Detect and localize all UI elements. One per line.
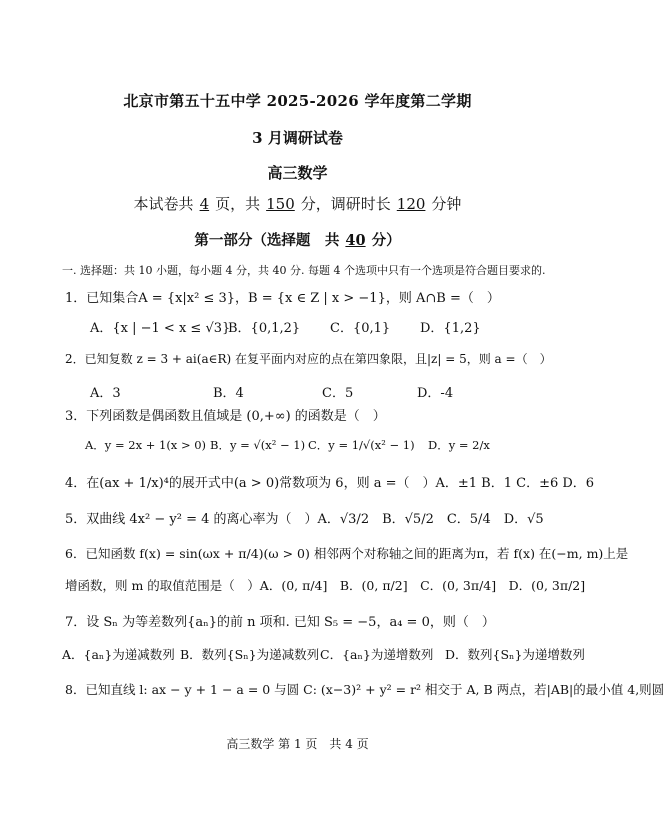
question-2-option-c: C．5 [322, 386, 354, 401]
info-pages: 4 [199, 195, 210, 213]
question-3-option-b: B．y = √(x² − 1) [210, 438, 306, 452]
question-3-option-c: C．y = 1/√(x² − 1) [308, 438, 415, 452]
question-6-stem-line1: 6．已知函数 f(x) = sin(ωx + π/4)(ω > 0) 相邻两个对称轴之间的距离为π，若 f(x) 在(−m, m)上是 [65, 546, 629, 561]
question-3-option-a: A．y = 2x + 1(x > 0) [85, 438, 207, 452]
question-6-stem-line2: 增函数，则 m 的取值范围是（ ）A．(0, π/4] B．(0, π/2] C．(0, 3π/4] D．(0, 3π/2] [65, 578, 586, 593]
question-7-stem: 7．设 Sₙ 为等差数列{aₙ}的前 n 项和. 已知 S₅ = −5，a₄ = 0，则（ ） [65, 615, 495, 630]
part-title [0, 229, 595, 250]
info-score: 150 [266, 195, 295, 213]
question-2-option-a: A．3 [90, 386, 121, 401]
info-mid1: 页，共 [215, 195, 261, 213]
question-1-option-c: C．{0,1} [330, 321, 391, 336]
info-mid2: 分，调研时长 [300, 195, 391, 213]
part-title-suffix: 分） [371, 232, 401, 249]
info-prefix: 本试卷共 [133, 195, 194, 213]
question-8-stem: 8．已知直线 l: ax − y + 1 − a = 0 与圆 C: (x−3)² + y² = r² 相交于 A, B 两点，若|AB|的最小值 4,则圆 [65, 682, 664, 697]
question-7-option-c: C．{aₙ}为递增数列 [320, 647, 434, 662]
question-2-stem: 2．已知复数 z = 3 + ai(a∈R) 在复平面内对应的点在第四象限，且|z| = 5，则 a =（ ） [65, 352, 552, 366]
question-5-stem: 5．双曲线 4x² − y² = 4 的离心率为（ ）A．√3/2 B．√5/2 C．5/4 D．√5 [65, 512, 544, 527]
question-7-option-b: B．数列{Sₙ}为递减数列 [180, 647, 320, 662]
page-footer: 高三数学 第 1 页 共 4 页 [226, 737, 369, 751]
info-suffix: 分钟 [431, 195, 462, 213]
question-2-option-b: B．4 [213, 386, 244, 401]
question-1-option-a: A．{x | −1 < x ≤ √3} [90, 321, 231, 336]
info-minutes: 120 [396, 195, 426, 213]
question-3-option-d: D．y = 2/x [428, 438, 490, 452]
question-4-stem: 4．在(ax + 1/x)⁴的展开式中(a > 0)常数项为 6，则 a =（ ）A．±1 B．1 C．±6 D．6 [65, 476, 595, 491]
question-1-stem: 1．已知集合A = {x|x² ≤ 3}，B = {x ∈ Z | x > −1}，则 A∩B =（ ） [65, 291, 500, 306]
exam-info [0, 193, 595, 214]
exam-subject: 高三数学 [267, 164, 328, 182]
question-1-option-b: B．{0,1,2} [228, 321, 301, 336]
section-instruction: 一. 选择题：共 10 小题，每小题 4 分，共 40 分. 每题 4 个选项中只有一个选项是符合题目要求的. [62, 264, 546, 277]
exam-title-line2: 3 月调研试卷 [252, 129, 343, 147]
question-2-option-d: D．-4 [417, 386, 454, 401]
exam-title-line1: 北京市第五十五中学 2025-2026 学年度第二学期 [123, 92, 472, 110]
question-3-stem: 3．下列函数是偶函数且值域是 (0,+∞) 的函数是（ ） [65, 409, 386, 424]
question-7-option-d: D．数列{Sₙ}为递增数列 [445, 647, 585, 662]
question-7-option-a: A．{aₙ}为递减数列 [62, 647, 175, 662]
question-1-option-d: D．{1,2} [420, 321, 481, 336]
part-score: 40 [345, 232, 366, 249]
part-title-prefix: 第一部分（选择题 共 [194, 232, 340, 249]
